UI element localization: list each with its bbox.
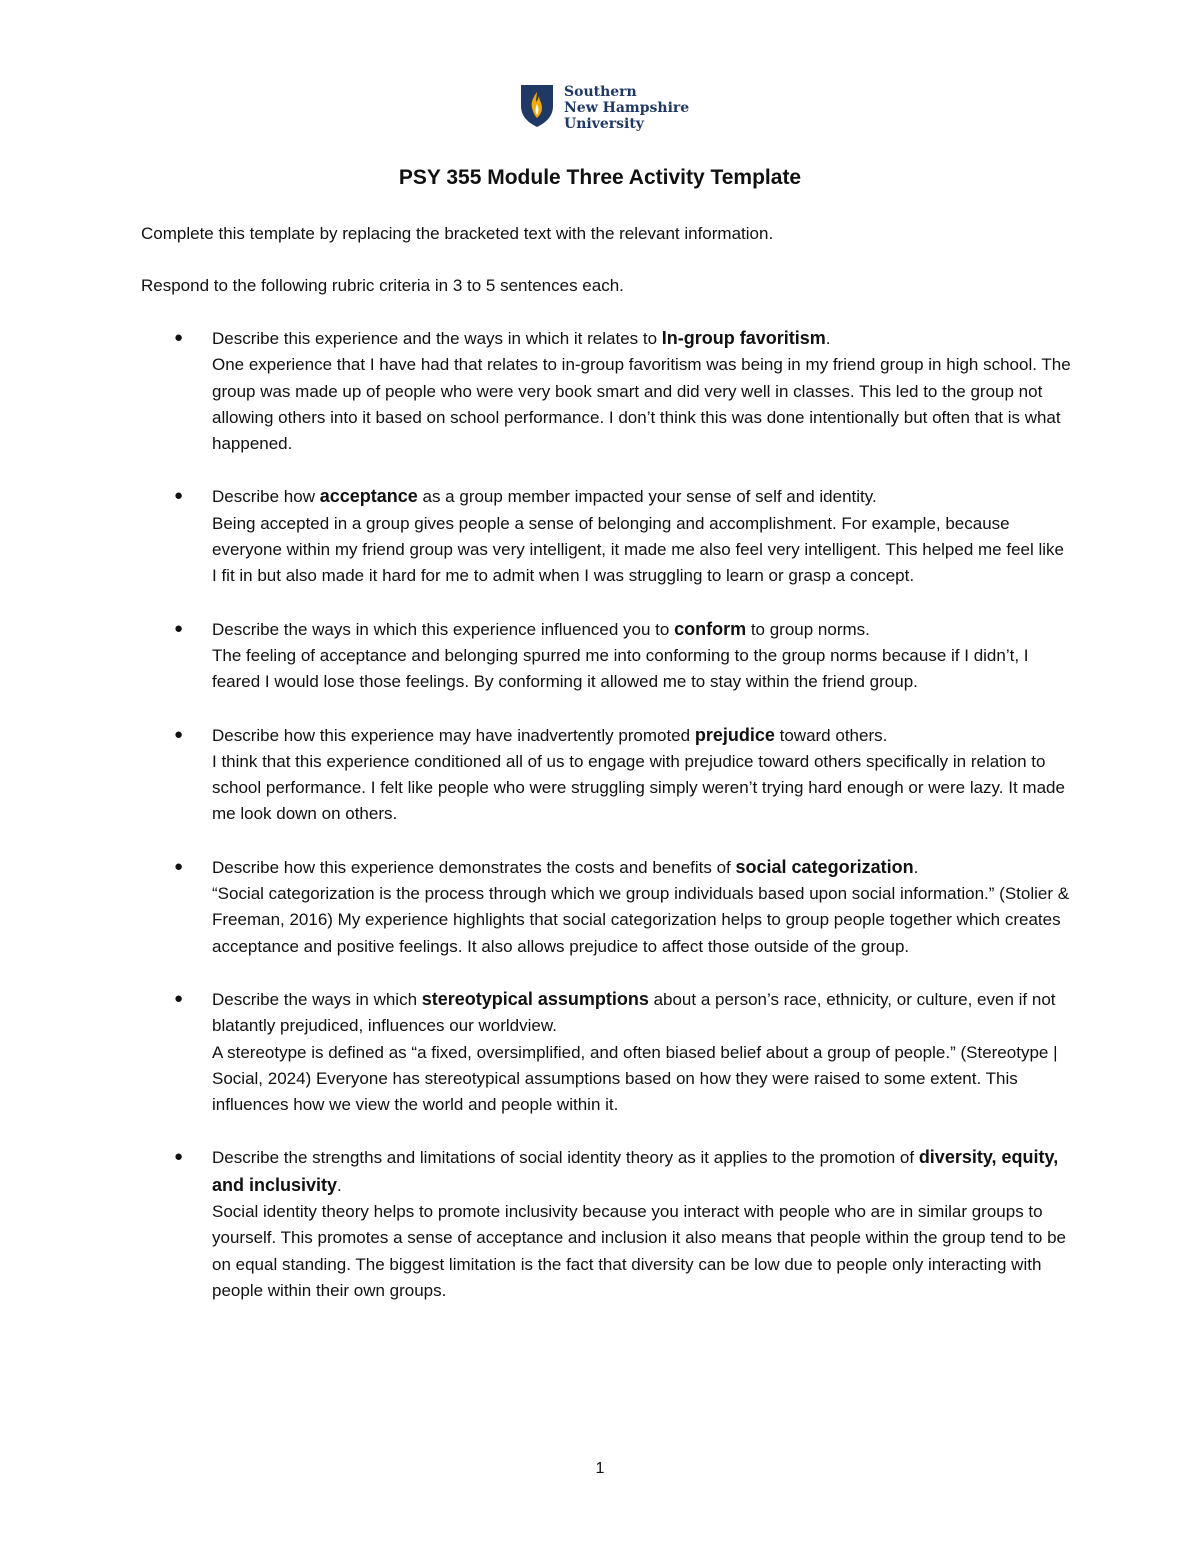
criterion-prompt-before: Describe how this experience demonstrates the costs and benefits of xyxy=(212,857,736,877)
bullet-icon: ● xyxy=(174,619,184,637)
logo-line-1: Southern xyxy=(564,84,637,100)
criterion-prompt-after: . xyxy=(825,329,831,348)
criterion-prompt-after: toward others. xyxy=(774,725,888,745)
criterion-conform xyxy=(141,616,1071,696)
criterion-prejudice xyxy=(141,722,1071,828)
criterion-answer: “Social categorization is the process through which we group individuals based upon social information.” (Stolier & Freeman, 2016) My experience highlights that social categorization helps to group people together which creates acceptance and positive feelings. It also allows prejudice to affect those outside of the group. xyxy=(212,884,1070,956)
instruction-line-2: Respond to the following rubric criteria in 3 to 5 sentences each. xyxy=(141,276,624,295)
bullet-icon: ● xyxy=(174,989,184,1007)
criterion-social-categorization xyxy=(141,854,1071,960)
logo-wordmark xyxy=(564,84,689,132)
criterion-prompt-after: . xyxy=(337,1175,342,1195)
bullet-icon: ● xyxy=(174,857,184,875)
bullet-icon: ● xyxy=(174,487,184,505)
criterion-acceptance xyxy=(141,483,1071,589)
criterion-answer: The feeling of acceptance and belonging spurred me into conforming to the group norms because if I didn’t, I feared I would lose those feelings. By conforming it allowed me to stay within the friend group. xyxy=(212,645,1029,692)
criterion-prompt-before: Describe this experience and the ways in which it relates to xyxy=(212,329,662,348)
criterion-prompt-after: as a group member impacted your sense of self and identity. xyxy=(417,487,877,507)
criterion-keyword: social categorization xyxy=(735,856,914,877)
bullet-icon: ● xyxy=(174,725,184,743)
page-number: 1 xyxy=(595,1460,605,1477)
document-title: PSY 355 Module Three Activity Template xyxy=(398,166,802,189)
criterion-prompt-after: about a person’s race, ethnicity, or culture, even if not blatantly prejudiced, influences our worldview. xyxy=(212,989,1056,1036)
instruction-line-1: Complete this template by replacing the bracketed text with the relevant information. xyxy=(141,224,774,243)
criterion-answer: Being accepted in a group gives people a sense of belonging and accomplishment. For example, because everyone within my friend group was very intelligent, it made me also feel very intelligent. This helped me feel like I fit in but also made it hard for me to admit when I was struggling to learn or grasp a concept. xyxy=(212,513,1064,586)
logo-line-2: New Hampshire xyxy=(564,100,690,116)
criterion-prompt-after: . xyxy=(913,857,919,877)
criterion-keyword: conform xyxy=(674,618,747,639)
criterion-keyword: acceptance xyxy=(319,486,418,507)
criterion-diversity-equity-inclusivity xyxy=(141,1144,1071,1304)
criterion-keyword: diversity, equity, and inclusivity xyxy=(212,1147,1059,1195)
logo-line-3: University xyxy=(564,116,644,132)
criterion-in-group-favoritism xyxy=(141,325,1071,457)
criterion-prompt-before: Describe how xyxy=(212,487,320,507)
criterion-keyword: In-group favoritism xyxy=(661,328,826,348)
criterion-prompt-before: Describe the strengths and limitations of social identity theory as it applies to the promotion of xyxy=(212,1148,919,1168)
university-logo xyxy=(520,84,689,132)
criterion-answer: A stereotype is defined as “a fixed, oversimplified, and often biased belief about a group of people.” (Stereotype | Social, 2024) Everyone has stereotypical assumptions based on how they were raised to some extent. This influences how we view the world and people within it. xyxy=(212,1042,1058,1115)
criterion-prompt-after: to group norms. xyxy=(746,619,870,639)
criterion-answer: One experience that I have had that relates to in-group favoritism was being in my friend group in high school. The group was made up of people who were very book smart and did very well in classes. This led to the group not allowing others into it based on school performance. I don’t think this was done intentionally but often that is what happened. xyxy=(212,355,1071,454)
criterion-prompt-before: Describe the ways in which this experience influenced you to xyxy=(212,619,675,639)
criterion-keyword: stereotypical assumptions xyxy=(421,988,649,1009)
criterion-prompt-before: Describe the ways in which xyxy=(212,989,422,1009)
criterion-prompt-before: Describe how this experience may have inadvertently promoted xyxy=(212,725,695,745)
shield-flame-icon xyxy=(520,84,554,128)
criterion-stereotypical-assumptions xyxy=(141,986,1071,1118)
criterion-keyword: prejudice xyxy=(694,724,775,745)
criterion-answer: I think that this experience conditioned all of us to engage with prejudice toward others specifically in relation to school performance. I felt like people who were struggling simply weren’t trying hard enough or were lazy. It made me look down on others. xyxy=(212,751,1065,824)
bullet-icon: ● xyxy=(174,329,184,346)
criterion-answer: Social identity theory helps to promote inclusivity because you interact with people who are in similar groups to yourself. This promotes a sense of acceptance and inclusion it also means that people within the group tend to be on equal standing. The biggest limitation is the fact that diversity can be low due to people only interacting with people within their own groups. xyxy=(212,1202,1066,1300)
criteria-list xyxy=(141,325,1071,1304)
bullet-icon: ● xyxy=(174,1148,184,1166)
